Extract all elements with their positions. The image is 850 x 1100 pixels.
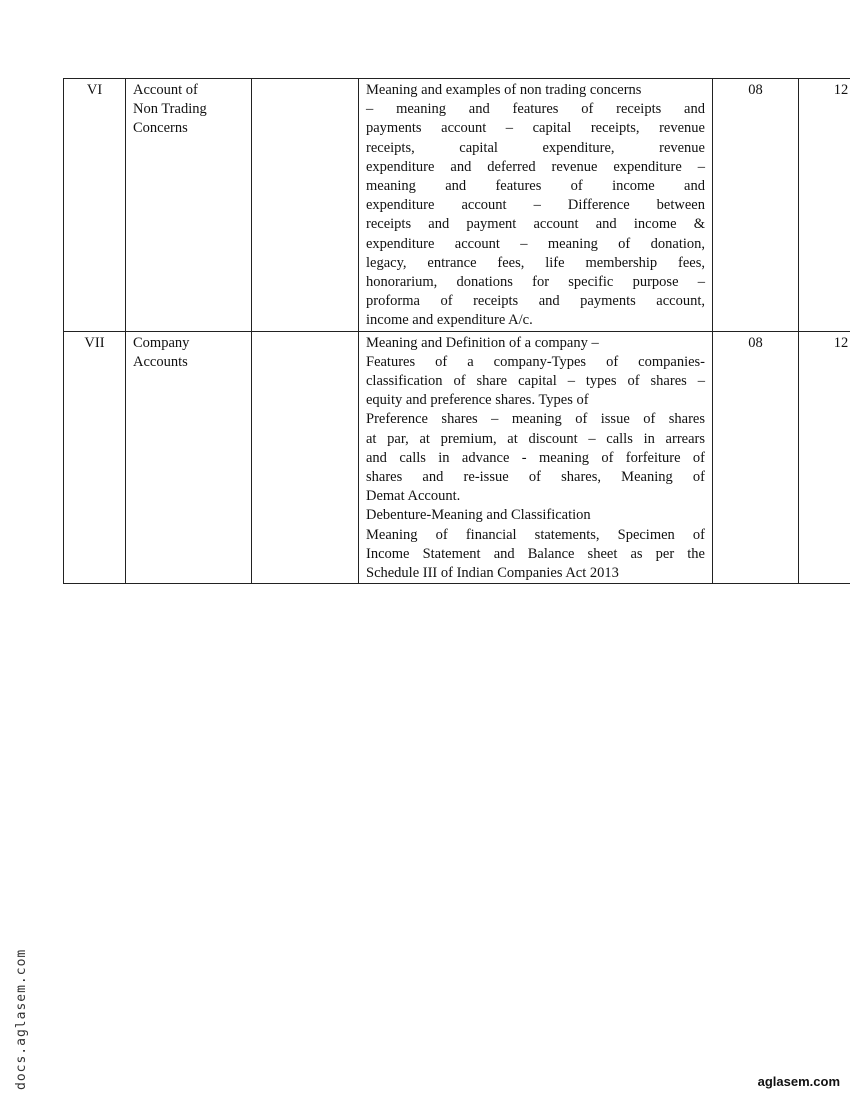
content-line: Features of a company-Types of companies- <box>366 353 705 370</box>
content-line: receipts, capital expenditure, revenue <box>366 139 705 156</box>
unit-title <box>126 331 252 584</box>
content-line: equity and preference shares. Types of <box>366 392 589 409</box>
unit-title-line: Company <box>133 334 190 351</box>
content-line: Income Statement and Balance sheet as per the <box>366 545 705 562</box>
content-line: at par, at premium, at discount – calls in arrears <box>366 430 705 447</box>
content-line: Debenture-Meaning and Classification <box>366 507 591 524</box>
syllabus-table <box>63 78 850 584</box>
content-line: income and expenditure A/c. <box>366 312 533 329</box>
unit-title <box>126 79 252 332</box>
hours-cell: 08 <box>713 331 799 584</box>
content-line: receipts and payment account and income & <box>366 216 705 233</box>
table-row <box>64 331 850 584</box>
blank-cell <box>252 331 359 584</box>
content-line: honorarium, donations for specific purpose – <box>366 274 705 291</box>
content-line: shares and re-issue of shares, Meaning of <box>366 469 705 486</box>
content-line: Demat Account. <box>366 488 461 505</box>
brand-watermark: aglasem.com <box>757 1074 840 1089</box>
content-line: expenditure account – meaning of donation, <box>366 235 705 252</box>
marks-cell: 12 <box>799 79 850 332</box>
content-line: meaning and features of income and <box>366 178 705 195</box>
content-line: payments account – capital receipts, revenue <box>366 120 705 137</box>
content-line: legacy, entrance fees, life membership fees, <box>366 254 705 271</box>
side-watermark: docs.aglasem.com <box>14 948 29 1090</box>
content-line: and calls in advance - meaning of forfeiture of <box>366 449 705 466</box>
hours-cell: 08 <box>713 79 799 332</box>
unit-number: VI <box>64 79 126 332</box>
unit-title-line: Account of <box>133 82 198 98</box>
table-row <box>64 79 850 332</box>
unit-number: VII <box>64 331 126 584</box>
content-line: classification of share capital – types of shares – <box>366 373 705 390</box>
content-line: expenditure account – Difference between <box>366 197 705 214</box>
unit-title-line: Concerns <box>133 120 188 137</box>
unit-content <box>359 331 713 584</box>
blank-cell <box>252 79 359 332</box>
content-line: Meaning and examples of non trading concerns <box>366 82 642 98</box>
marks-cell: 12 <box>799 331 850 584</box>
content-line: Meaning and Definition of a company – <box>366 334 599 351</box>
unit-content <box>359 79 713 332</box>
content-line: Schedule III of Indian Companies Act 2013 <box>366 565 619 582</box>
unit-title-line: Non Trading <box>133 101 207 118</box>
content-line: expenditure and deferred revenue expenditure – <box>366 158 705 175</box>
content-line: – meaning and features of receipts and <box>366 101 705 118</box>
content-line: Meaning of financial statements, Specimen of <box>366 526 705 543</box>
content-line: proforma of receipts and payments account, <box>366 293 705 310</box>
content-line: Preference shares – meaning of issue of shares <box>366 411 705 428</box>
unit-title-line: Accounts <box>133 353 188 370</box>
